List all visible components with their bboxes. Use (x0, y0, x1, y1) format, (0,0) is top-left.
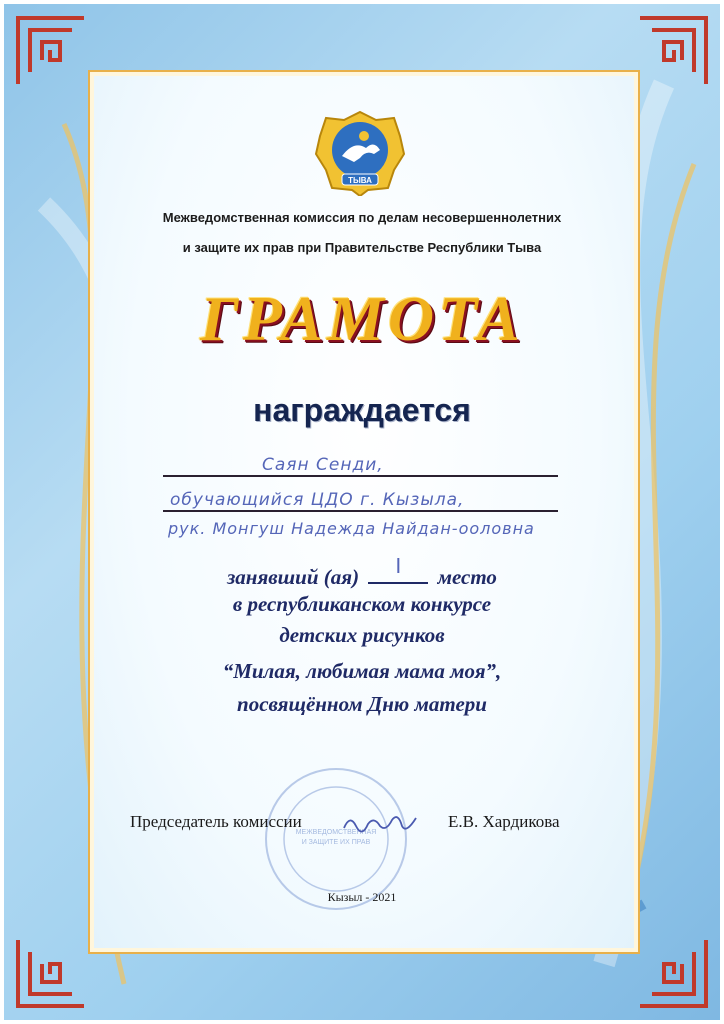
contest-name-line: “Милая, любимая мама моя”, (222, 659, 502, 683)
ornament-corner-icon (634, 12, 712, 90)
chairman-name: Е.В. Хардикова (448, 812, 560, 831)
recipient-supervisor: рук. Монгуш Надежда Найдан-ооловна (168, 519, 535, 538)
ornament-corner-icon (634, 934, 712, 1012)
school-underline (163, 510, 558, 512)
place-value: I (395, 554, 402, 578)
city-year: Кызыл - 2021 (327, 890, 397, 904)
organization-line-2: и защите их прав при Правительстве Республики Тыва (182, 240, 542, 255)
place-prefix: занявший (ая) (227, 565, 360, 589)
awarded-heading: награждается (253, 392, 471, 428)
place-blank (368, 554, 428, 584)
place-line (110, 554, 614, 590)
contest-line: в республиканском конкурсе (232, 592, 492, 616)
svg-text:МЕЖВЕДОМСТВЕННАЯ: МЕЖВЕДОМСТВЕННАЯ (295, 829, 377, 836)
contest-type-line: детских рисунков (279, 623, 445, 647)
certificate-title: ГРАМОТА (200, 283, 524, 354)
svg-text:И ЗАЩИТЕ ИХ ПРАВ: И ЗАЩИТЕ ИХ ПРАВ (301, 839, 371, 846)
place-suffix: место (437, 565, 497, 589)
recipient-name: Саян Сенди, (262, 455, 384, 475)
dedication-line: посвящённом Дню матери (237, 692, 487, 716)
name-underline (163, 475, 558, 477)
signature-icon (340, 808, 420, 838)
chairman-title: Председатель комиссии (130, 812, 302, 831)
ornament-corner-icon (12, 12, 90, 90)
recipient-school: обучающийся ЦДО г. Кызыла, (170, 490, 465, 510)
ornament-corner-icon (12, 934, 90, 1012)
tuva-emblem-icon (314, 110, 406, 196)
emblem-label: ТЫВА (348, 176, 372, 185)
organization-line-1: Межведомственная комиссия по делам несовершеннолетних (162, 210, 562, 225)
